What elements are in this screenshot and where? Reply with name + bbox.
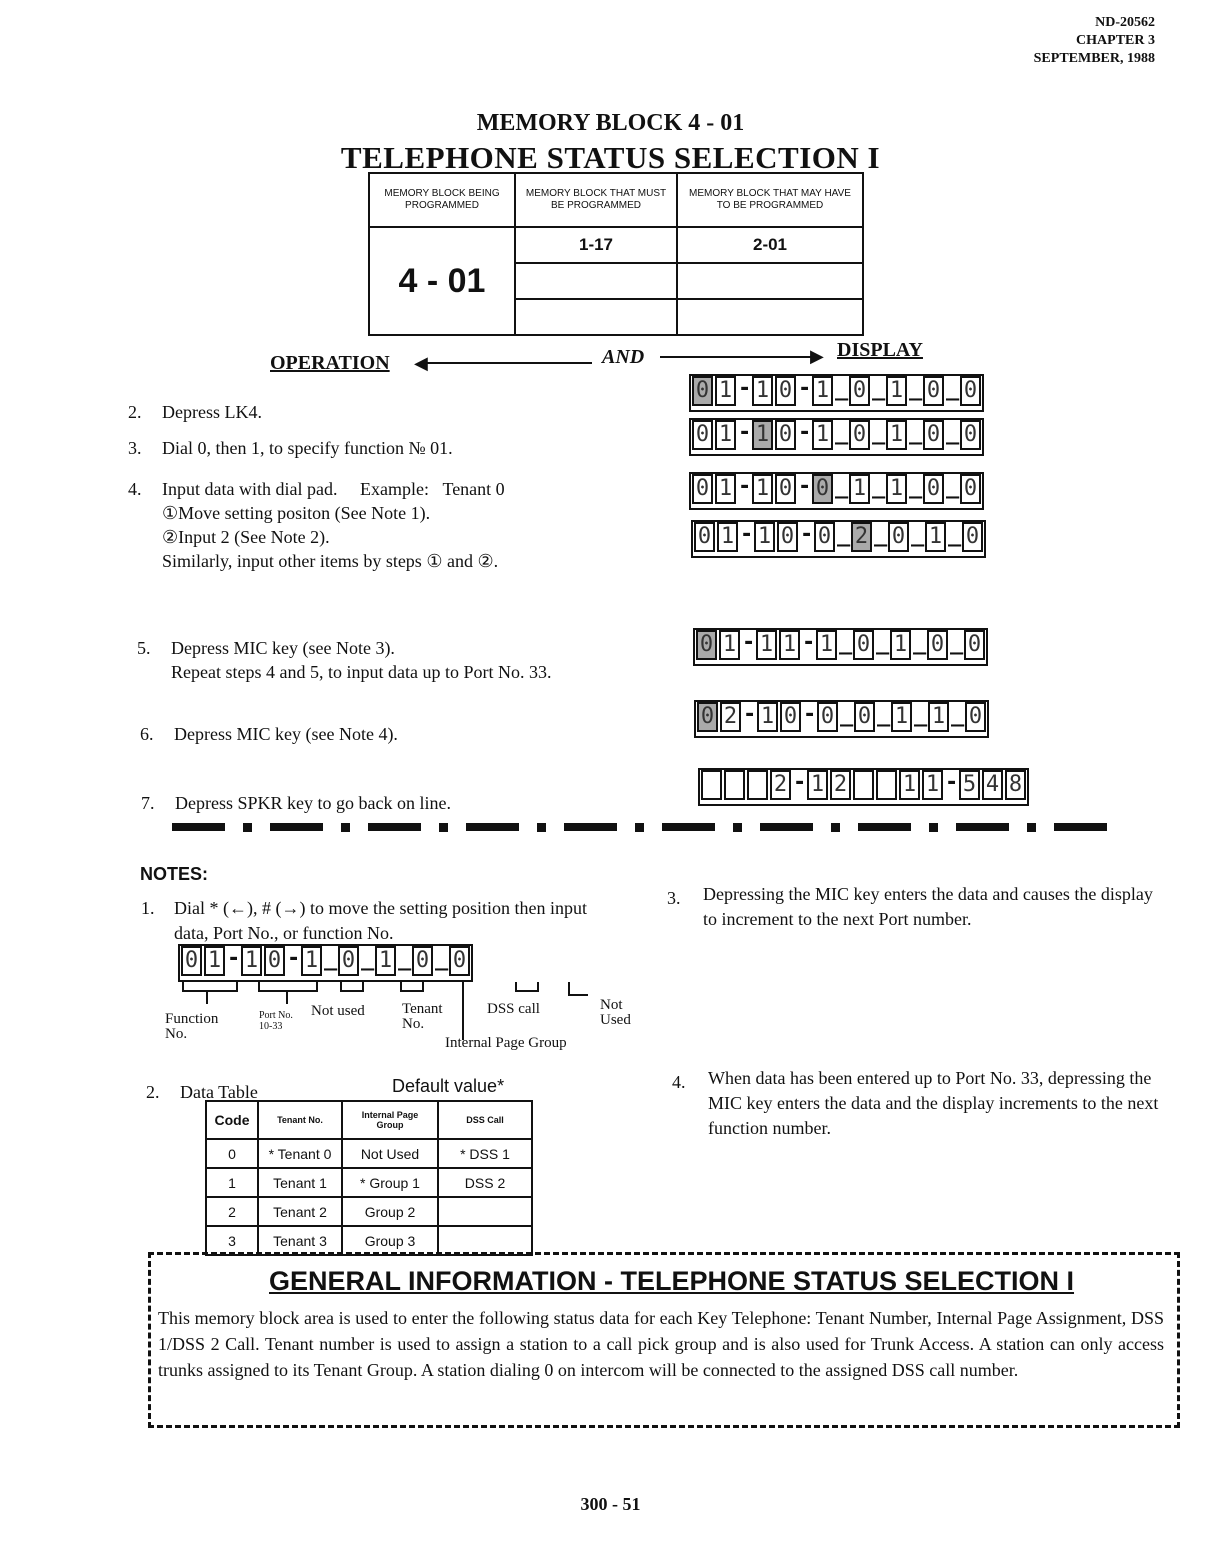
lcd-char: _ xyxy=(361,946,375,971)
lcd-char: 1 xyxy=(812,420,833,450)
lcd-char: _ xyxy=(835,474,849,499)
lcd-char: _ xyxy=(872,474,886,499)
lcd-char: 1 xyxy=(928,702,949,732)
lcd-char: 0 xyxy=(812,474,833,504)
note-4-num: 4. xyxy=(672,1072,686,1092)
lcd-display-3 xyxy=(689,472,984,510)
bracket-notused2 xyxy=(568,982,588,996)
lcd-char: - xyxy=(287,946,301,971)
step-3: 3. Dial 0, then 1, to specify function № 01. xyxy=(128,438,453,458)
lcd-char: 0 xyxy=(923,420,944,450)
lcd-char: - xyxy=(738,376,752,401)
note-4-text: When data has been entered up to Port No. 33, depressing the MIC key enters the data and the display increments to the next function number. xyxy=(708,1068,1159,1138)
lcd-char: _ xyxy=(909,420,923,445)
table-row: 3 Tenant 3 Group 3 xyxy=(206,1226,532,1255)
note-2-text: Data Table xyxy=(180,1082,258,1102)
lcd-char: - xyxy=(802,630,816,655)
lcd-char: 1 xyxy=(886,420,907,450)
lcd-char: 0 xyxy=(777,522,798,552)
lcd-char: 0 xyxy=(338,946,359,976)
lcd-char: 0 xyxy=(692,420,713,450)
table-row: 2 Tenant 2 Group 2 xyxy=(206,1197,532,1226)
bracket-tenant xyxy=(400,982,424,992)
lcd-char: - xyxy=(798,420,812,445)
lcd-display-1 xyxy=(689,374,984,412)
lcd-char: 0 xyxy=(962,522,983,552)
lcd-char: _ xyxy=(913,630,927,655)
lcd-char: _ xyxy=(914,702,928,727)
lcd-char: _ xyxy=(950,630,964,655)
and-label: AND xyxy=(602,346,645,368)
lcd-char: 0 xyxy=(775,376,796,406)
label-internal-page: Internal Page Group xyxy=(445,1035,567,1051)
lcd-char: 0 xyxy=(964,630,985,660)
lcd-char: 1 xyxy=(886,376,907,406)
th-code: Code xyxy=(206,1101,258,1139)
chapter: CHAPTER 3 xyxy=(1076,33,1155,48)
lcd-char: 1 xyxy=(754,522,775,552)
lcd-char: 0 xyxy=(775,474,796,504)
lcd-char: 1 xyxy=(301,946,322,976)
lcd-char: 1 xyxy=(816,630,837,660)
lcd-char: 4 xyxy=(982,770,1003,800)
lcd-char: - xyxy=(743,702,757,727)
lcd-char: 0 xyxy=(694,522,715,552)
step-4: 4. Input data with dial pad. Example: Tenant 0 ①Move setting positon (See Note 1). ②Input 2 (See Note 2). Similarly, input other items by steps ① and ②. xyxy=(128,479,505,571)
must-block: 1-17 xyxy=(515,227,677,263)
lcd-char: 1 xyxy=(925,522,946,552)
note-3-num: 3. xyxy=(667,888,681,908)
lcd-char: _ xyxy=(835,420,849,445)
right-arrowhead: ▶ xyxy=(810,346,824,366)
lcd-char: 0 xyxy=(697,702,718,732)
bracket-dss xyxy=(515,982,539,992)
col-head-may: MEMORY BLOCK THAT MAY HAVE TO BE PROGRAMMED xyxy=(677,173,863,227)
lcd-char: 0 xyxy=(960,474,981,504)
lcd-char: 0 xyxy=(923,474,944,504)
step-7: 7. Depress SPKR key to go back on line. xyxy=(141,793,451,813)
lcd-char: 1 xyxy=(715,474,736,504)
lcd-char: - xyxy=(738,420,752,445)
block-number: 4 - 01 xyxy=(369,227,515,335)
bracket-port xyxy=(258,982,318,992)
lcd-char: 1 xyxy=(715,420,736,450)
lcd-char: 1 xyxy=(890,630,911,660)
lcd-char: _ xyxy=(951,702,965,727)
display-label: DISPLAY xyxy=(837,339,923,361)
lcd-char: 1 xyxy=(779,630,800,660)
data-table xyxy=(205,1100,533,1256)
label-not-used-2: Not Used xyxy=(600,997,631,1028)
lcd-char: 0 xyxy=(888,522,909,552)
lcd-char: 0 xyxy=(927,630,948,660)
lcd-display-7 xyxy=(698,768,1029,806)
lcd-char: 1 xyxy=(204,946,225,976)
bracket-function xyxy=(182,982,238,992)
lcd-char: - xyxy=(793,770,807,795)
lcd-char: 1 xyxy=(807,770,828,800)
label-tenant-no: Tenant No. xyxy=(402,1001,443,1032)
line-page xyxy=(462,982,464,1040)
lcd-char: 1 xyxy=(752,420,773,450)
lcd-char: _ xyxy=(872,420,886,445)
lcd-char: 0 xyxy=(849,376,870,406)
lcd-display-example xyxy=(178,944,473,982)
lcd-char: 1 xyxy=(715,376,736,406)
lcd-char: - xyxy=(803,702,817,727)
lcd-char: - xyxy=(738,474,752,499)
step-6: 6. Depress MIC key (see Note 4). xyxy=(140,724,398,744)
table-row: 0 * Tenant 0 Not Used * DSS 1 xyxy=(206,1139,532,1168)
label-not-used: Not used xyxy=(311,1003,365,1019)
lcd-char: _ xyxy=(324,946,338,971)
table-row: 1 Tenant 1 * Group 1 DSS 2 xyxy=(206,1168,532,1197)
lcd-display-5 xyxy=(693,628,988,666)
lcd-char: _ xyxy=(876,630,890,655)
lcd-char: 0 xyxy=(854,702,875,732)
lcd-char: _ xyxy=(435,946,449,971)
lcd-char: _ xyxy=(839,630,853,655)
lcd-display-2 xyxy=(689,418,984,456)
lcd-char: 0 xyxy=(692,376,713,406)
note-1-text: Dial * (←), # (→) to move the setting position then input data, Port No., or function No. xyxy=(174,898,587,943)
lcd-char: - xyxy=(798,376,812,401)
lcd-char: - xyxy=(945,770,959,795)
lcd-char: 0 xyxy=(181,946,202,976)
note-3-text: Depressing the MIC key enters the data and causes the display to increment to the next Port number. xyxy=(703,884,1153,929)
lcd-char: - xyxy=(740,522,754,547)
col-head-being: MEMORY BLOCK BEING PROGRAMMED xyxy=(369,173,515,227)
lcd-char: _ xyxy=(840,702,854,727)
general-info-text: This memory block area is used to enter the following status data for each Key Telephone: Tenant Number, Internal Page Assignment, DSS 1/DSS 2 Call. Tenant number is used to assign a station to a call pick group and is also used for Trunk Access. A station can only access trunks assigned to its Tenant Group. A station dialing 0 on intercom will be connected to the assigned DSS call number. xyxy=(158,1308,1164,1380)
lcd-char: 0 xyxy=(849,420,870,450)
lcd-char: 1 xyxy=(752,376,773,406)
lcd-char: 0 xyxy=(853,630,874,660)
operation-label: OPERATION xyxy=(270,352,390,374)
note-2-num: 2. xyxy=(146,1082,160,1102)
lcd-char: _ xyxy=(909,376,923,401)
lcd-char: 0 xyxy=(696,630,717,660)
lcd-char: _ xyxy=(948,522,962,547)
step-5: 5. Depress MIC key (see Note 3). Repeat steps 4 and 5, to input data up to Port No. 33. xyxy=(137,638,552,682)
lcd-char xyxy=(876,770,897,800)
lcd-char: 8 xyxy=(1005,770,1026,800)
doc-date: SEPTEMBER, 1988 xyxy=(1033,51,1155,66)
th-page: Internal Page Group xyxy=(342,1101,438,1139)
lcd-char: 0 xyxy=(264,946,285,976)
lcd-char: _ xyxy=(946,376,960,401)
lcd-char xyxy=(747,770,768,800)
lcd-char: 0 xyxy=(412,946,433,976)
doc-number: ND-20562 xyxy=(1095,15,1155,30)
lcd-char: 5 xyxy=(959,770,980,800)
lcd-char: 2 xyxy=(720,702,741,732)
lcd-char xyxy=(853,770,874,800)
lcd-char: 0 xyxy=(814,522,835,552)
left-arrowhead: ◀ xyxy=(414,353,428,373)
lcd-char: _ xyxy=(874,522,888,547)
lcd-char: 1 xyxy=(886,474,907,504)
lcd-char: 2 xyxy=(851,522,872,552)
left-arrow xyxy=(422,362,592,364)
may-block: 2-01 xyxy=(677,227,863,263)
default-value: Default value* xyxy=(392,1076,505,1096)
lcd-display-4 xyxy=(691,520,986,558)
lcd-char: 1 xyxy=(241,946,262,976)
lcd-char: _ xyxy=(835,376,849,401)
lcd-char: - xyxy=(742,630,756,655)
general-info-title: GENERAL INFORMATION - TELEPHONE STATUS SELECTION I xyxy=(265,1266,1078,1297)
label-port-no: Port No. 10-33 xyxy=(259,1010,293,1032)
memory-block-title: MEMORY BLOCK 4 - 01 xyxy=(476,110,745,136)
lcd-char: 1 xyxy=(719,630,740,660)
lcd-char: _ xyxy=(946,474,960,499)
section-separator xyxy=(172,820,1107,834)
lcd-char: 1 xyxy=(812,376,833,406)
lcd-char: 0 xyxy=(965,702,986,732)
lcd-char: - xyxy=(227,946,241,971)
lcd-char: 0 xyxy=(960,420,981,450)
th-dss: DSS Call xyxy=(438,1101,532,1139)
lcd-char: 1 xyxy=(922,770,943,800)
lcd-char: _ xyxy=(872,376,886,401)
lcd-char: 0 xyxy=(775,420,796,450)
lcd-display-6 xyxy=(694,700,989,738)
document-header xyxy=(1034,14,1155,68)
lcd-char: 0 xyxy=(692,474,713,504)
page-title: TELEPHONE STATUS SELECTION I xyxy=(340,140,881,175)
lcd-char xyxy=(701,770,722,800)
col-head-must: MEMORY BLOCK THAT MUST BE PROGRAMMED xyxy=(515,173,677,227)
lcd-char: _ xyxy=(837,522,851,547)
right-arrow xyxy=(660,356,820,358)
lcd-char: 0 xyxy=(960,376,981,406)
lcd-char: _ xyxy=(946,420,960,445)
lcd-char: _ xyxy=(909,474,923,499)
step-2: 2. Depress LK4. xyxy=(128,402,262,422)
lcd-char: - xyxy=(800,522,814,547)
lcd-char: 0 xyxy=(923,376,944,406)
lcd-char: - xyxy=(798,474,812,499)
lcd-char: 1 xyxy=(757,702,778,732)
lcd-char: _ xyxy=(398,946,412,971)
lcd-char: _ xyxy=(877,702,891,727)
lcd-char: 2 xyxy=(830,770,851,800)
label-dss-call: DSS call xyxy=(487,1001,540,1017)
lcd-char: 1 xyxy=(849,474,870,504)
lcd-char: 1 xyxy=(756,630,777,660)
lcd-char xyxy=(724,770,745,800)
lcd-char: 1 xyxy=(752,474,773,504)
th-tenant: Tenant No. xyxy=(258,1101,342,1139)
notes-heading: NOTES: xyxy=(140,864,209,884)
lcd-char: 0 xyxy=(780,702,801,732)
lcd-char: 0 xyxy=(449,946,470,976)
lcd-char: 1 xyxy=(891,702,912,732)
lcd-char: 1 xyxy=(899,770,920,800)
lcd-char: 0 xyxy=(817,702,838,732)
note-1-num: 1. xyxy=(141,898,155,918)
lcd-char: 1 xyxy=(717,522,738,552)
lcd-char: 1 xyxy=(375,946,396,976)
bracket-notused xyxy=(340,982,364,992)
lcd-char: 2 xyxy=(770,770,791,800)
memory-block-table xyxy=(368,172,864,336)
label-function-no: Function No. xyxy=(165,1011,219,1042)
page-number: 300 - 51 xyxy=(580,1494,641,1514)
lcd-char: _ xyxy=(911,522,925,547)
